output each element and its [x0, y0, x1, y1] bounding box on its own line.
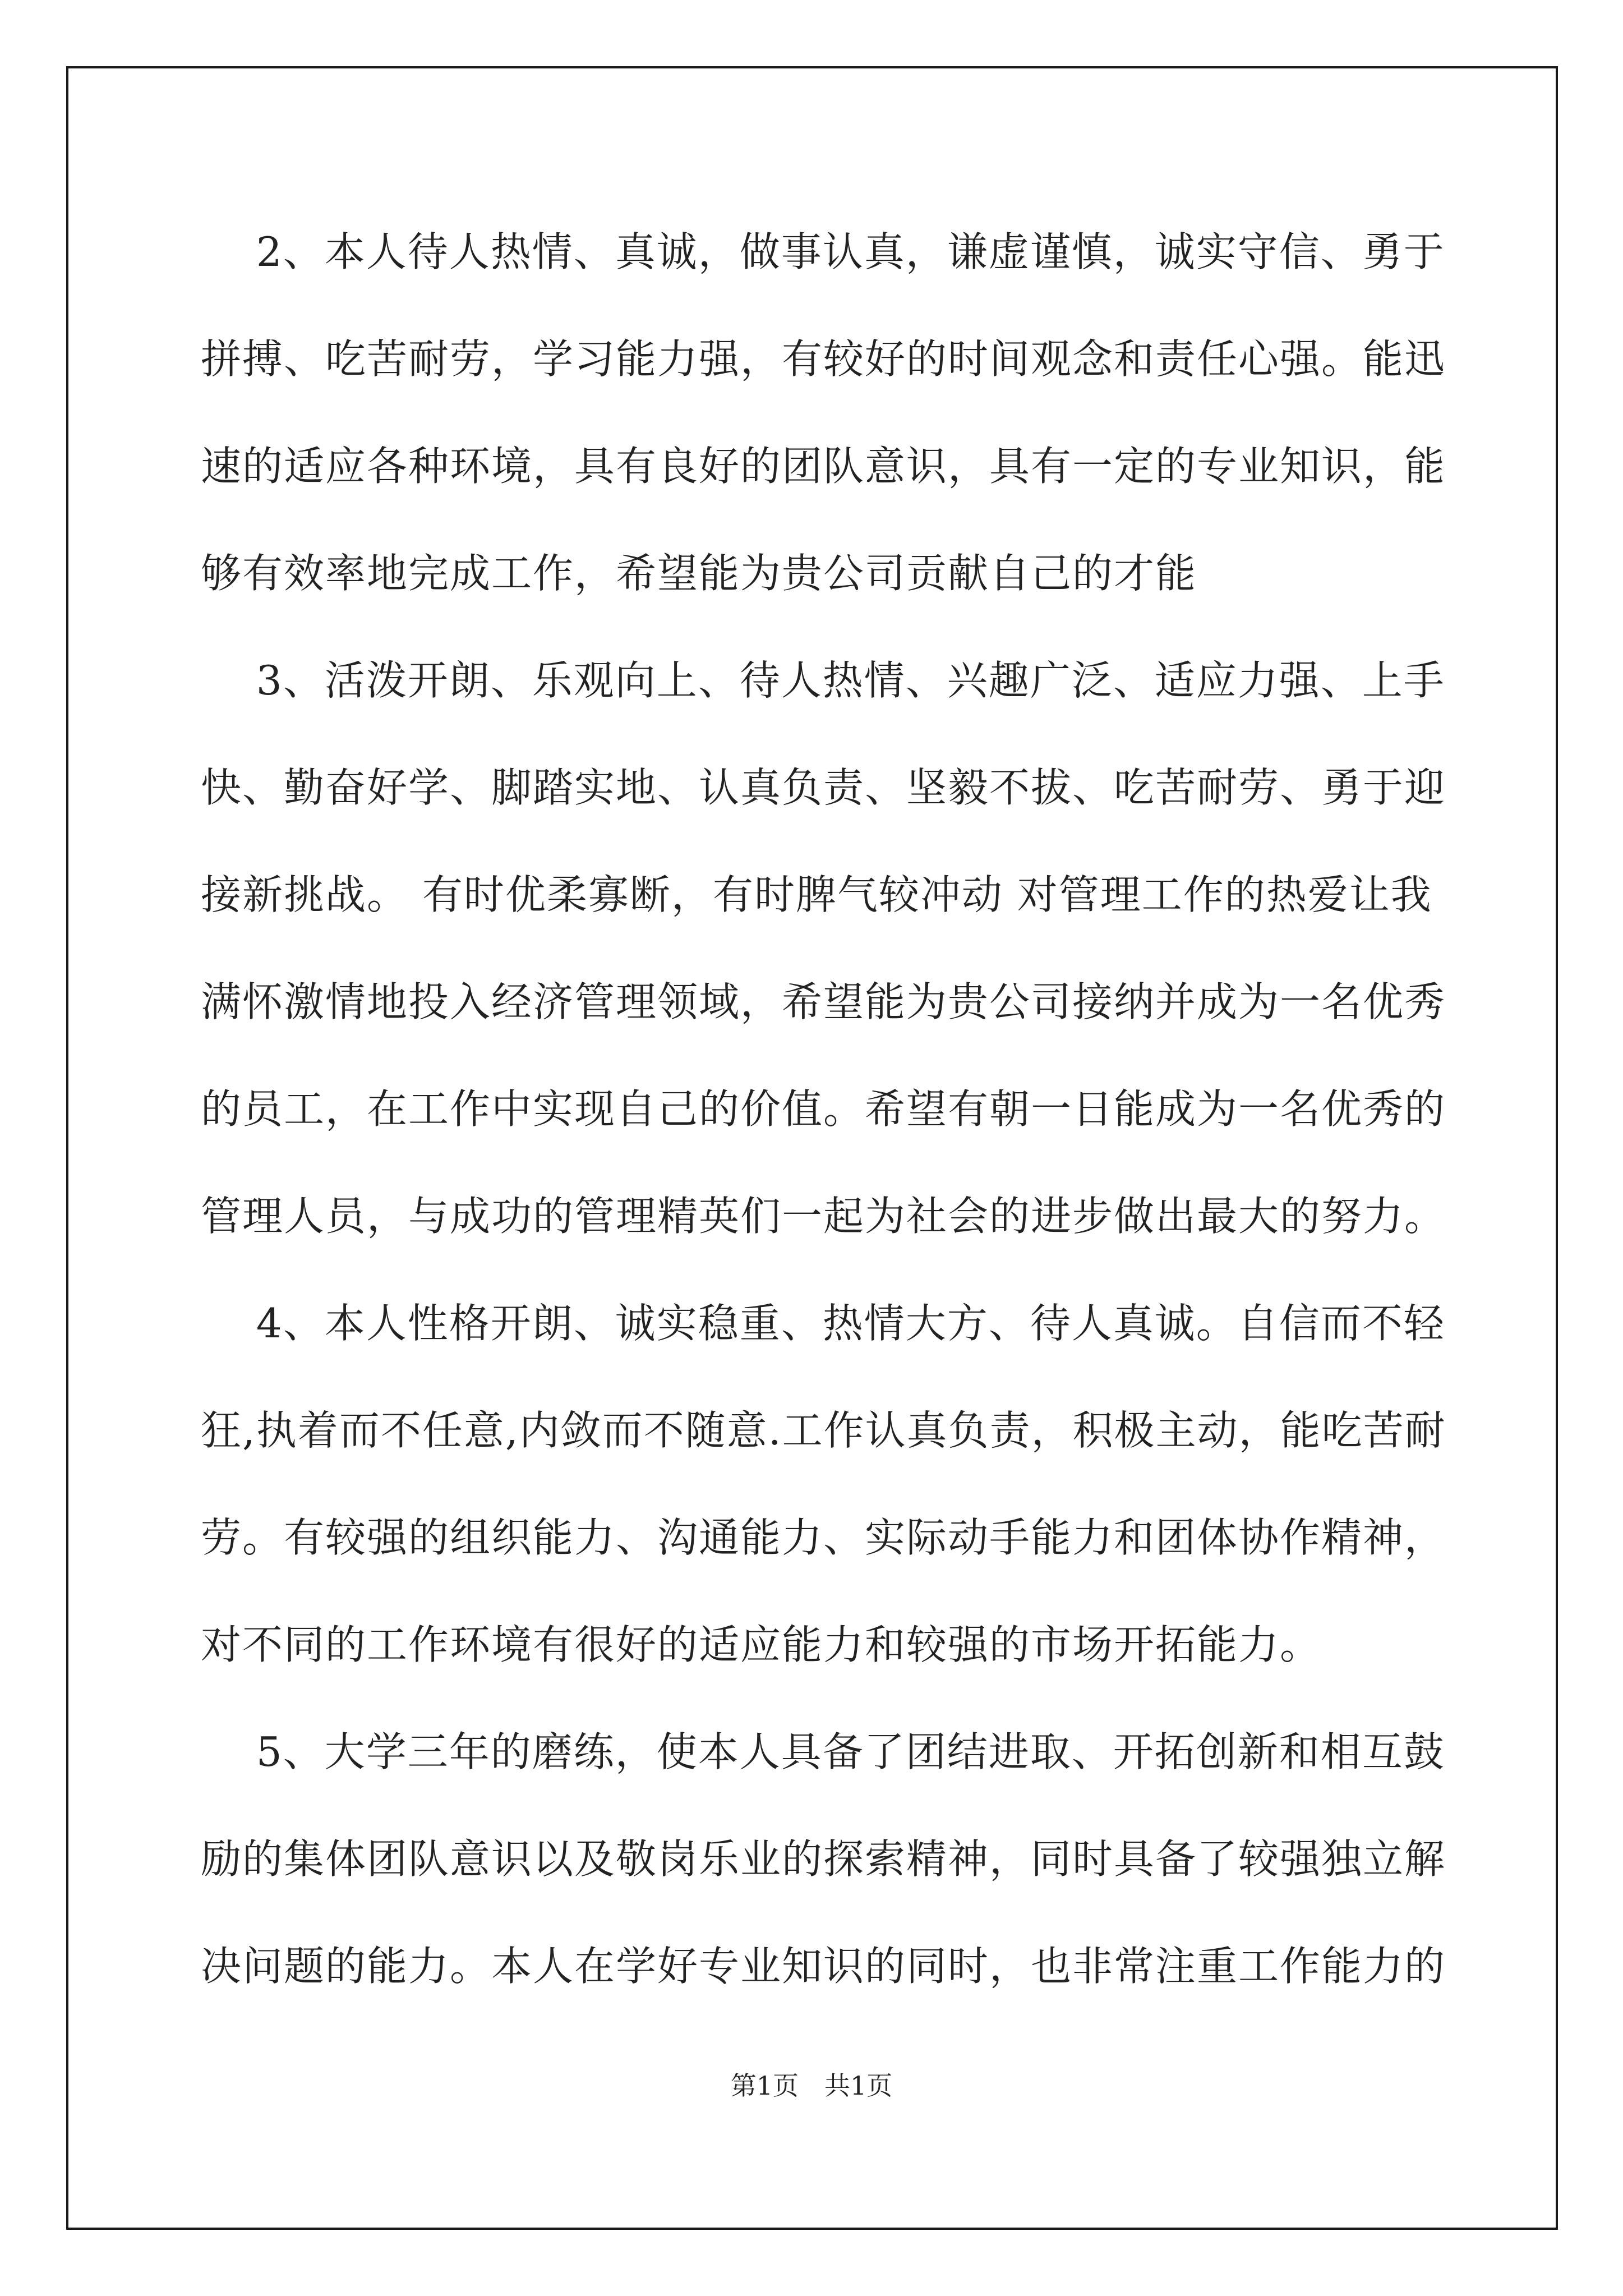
text-line-8: 满怀激情地投入经济管理领域，希望能为贵公司接纳并成为一名优秀 [201, 978, 1446, 1025]
text-line-13: 劳。有较强的组织能力、沟通能力、实际动手能力和团体协作精神， [201, 1514, 1446, 1561]
text-line-6: 快、勤奋好学、脚踏实地、认真负责、坚毅不拔、吃苦耐劳、勇于迎 [201, 764, 1446, 811]
text-line-1: 2、本人待人热情、真诚，做事认真，谦虚谨慎，诚实守信、勇于 [201, 228, 1445, 275]
text-line-12: 狂,执着而不任意,内敛而不随意.工作认真负责，积极主动，能吃苦耐 [201, 1407, 1446, 1454]
text-line-10: 管理人员，与成功的管理精英们一起为社会的进步做出最大的努力。 [201, 1193, 1446, 1240]
page-number-footer: 第1页 共1页 [730, 2070, 893, 2101]
text-line-17: 决问题的能力。本人在学好专业知识的同时，也非常注重工作能力的 [201, 1943, 1446, 1990]
text-line-4: 够有效率地完成工作，希望能为贵公司贡献自己的才能 [201, 550, 1197, 597]
text-line-11: 4、本人性格开朗、诚实稳重、热情大方、待人真诚。自信而不轻 [201, 1300, 1445, 1347]
text-line-15: 5、大学三年的磨练，使本人具备了团结进取、开拓创新和相互鼓 [201, 1728, 1445, 1775]
text-line-16: 励的集体团队意识以及敬岗乐业的探索精神，同时具备了较强独立解 [201, 1835, 1446, 1883]
text-line-5: 3、活泼开朗、乐观向上、待人热情、兴趣广泛、适应力强、上手 [201, 657, 1445, 704]
text-line-2: 拼搏、吃苦耐劳，学习能力强，有较好的时间观念和责任心强。能迅 [201, 335, 1446, 383]
text-line-9: 的员工，在工作中实现自己的价值。希望有朝一日能成为一名优秀的 [201, 1085, 1446, 1133]
text-line-14: 对不同的工作环境有很好的适应能力和较强的市场开拓能力。 [201, 1621, 1322, 1668]
text-line-7: 接新挑战。 有时优柔寡断，有时脾气较冲动 对管理工作的热爱让我 [201, 871, 1432, 918]
text-line-3: 速的适应各种环境，具有良好的团队意识，具有一定的专业知识，能 [201, 443, 1446, 490]
